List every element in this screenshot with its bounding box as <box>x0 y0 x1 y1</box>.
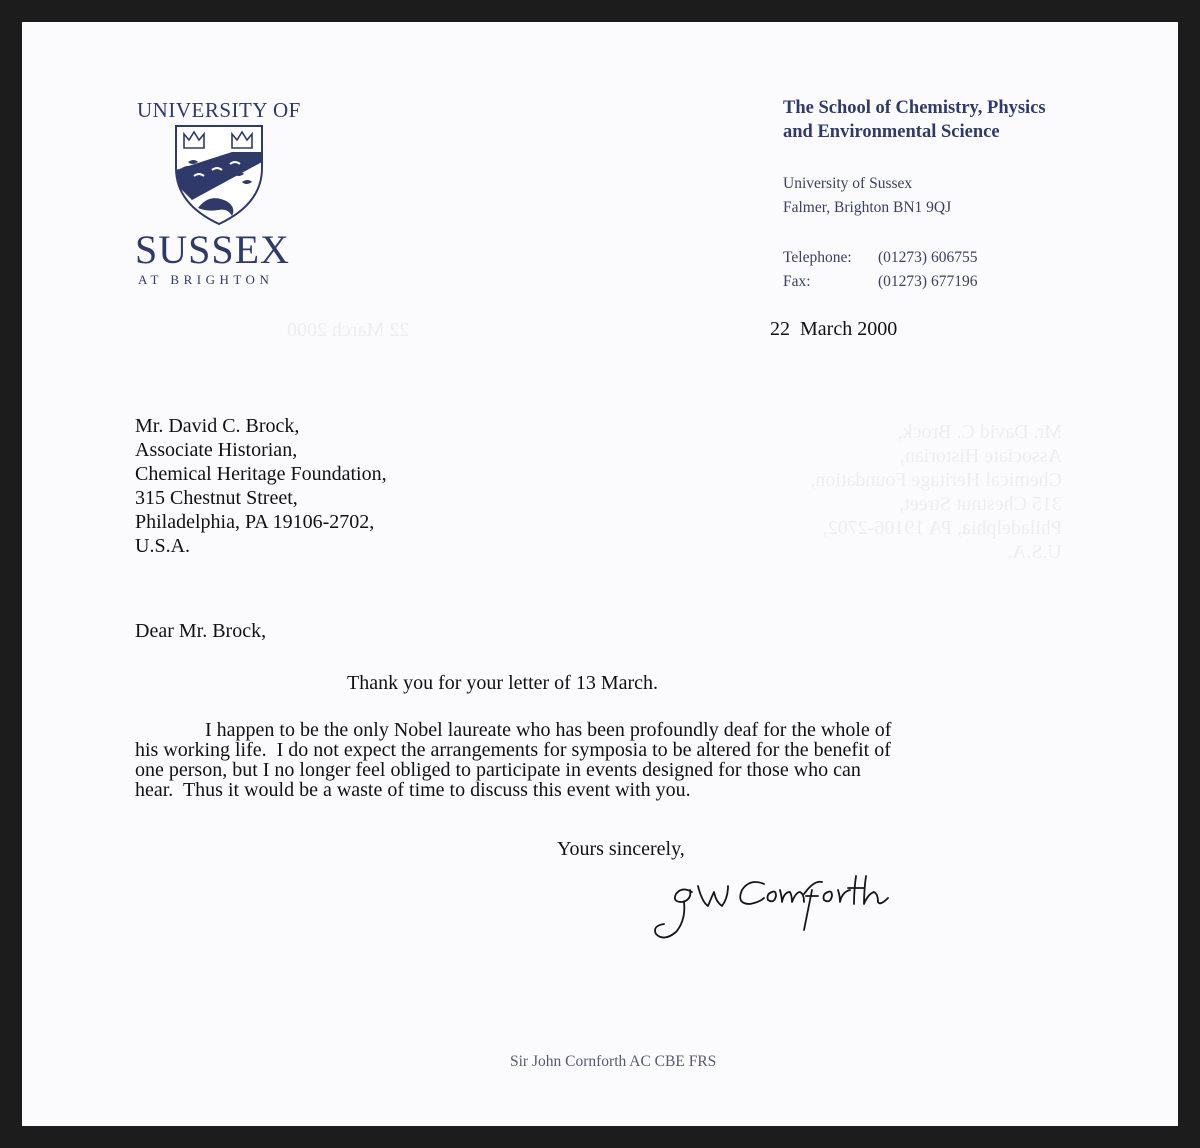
show-through-line: Chemical Heritage Foundation, <box>810 469 1062 491</box>
body-paragraph <box>135 720 1035 800</box>
university-crest-icon <box>172 122 266 231</box>
recipient-line: U.S.A. <box>135 535 191 557</box>
body-line: I happen to be the only Nobel laureate who has been profoundly deaf for the whole of <box>205 719 892 741</box>
letter-date: 22 March 2000 <box>770 318 898 340</box>
logo-at-brighton: AT BRIGHTON <box>138 272 274 287</box>
recipient-line: Philadelphia, PA 19106-2702, <box>135 511 375 533</box>
telephone-row <box>783 246 977 270</box>
school-name-line: The School of Chemistry, Physics <box>783 98 1046 118</box>
school-address <box>783 172 951 220</box>
logo-sussex: SUSSEX <box>135 227 290 272</box>
recipient-address <box>135 414 387 558</box>
body-line: his working life. I do not expect the arrangements for symposia to be altered for the benefit of <box>135 739 891 761</box>
recipient-line: Mr. David C. Brock, <box>135 415 300 437</box>
show-through-line: Associate Historian, <box>899 445 1062 467</box>
school-name-line: and Environmental Science <box>783 122 1000 142</box>
show-through-line: 315 Chestnut Street, <box>899 493 1062 515</box>
fax-label: Fax: <box>783 273 811 290</box>
body-line: hear. Thus it would be a waste of time to discuss this event with you. <box>135 779 691 801</box>
telephone-label: Telephone: <box>783 249 852 266</box>
thanks-line: Thank you for your letter of 13 March. <box>347 672 659 694</box>
signature <box>652 872 912 957</box>
fax-row <box>783 270 977 294</box>
address-line: University of Sussex <box>783 175 913 192</box>
closing: Yours sincerely, <box>557 838 685 860</box>
show-through-line: Mr. David C. Brock, <box>897 421 1062 443</box>
body-line: one person, but I no longer feel obliged to participate in events designed for those who can <box>135 759 861 781</box>
logo-university-of: UNIVERSITY OF <box>137 98 301 122</box>
recipient-line: Associate Historian, <box>135 439 298 461</box>
fax-value: (01273) 677196 <box>878 273 978 290</box>
contact-details <box>783 246 977 294</box>
letter-page <box>22 22 1178 1126</box>
address-line: Falmer, Brighton BN1 9QJ <box>783 199 952 216</box>
recipient-line: Chemical Heritage Foundation, <box>135 463 387 485</box>
show-through-line: U.S.A. <box>1006 541 1062 563</box>
telephone-value: (01273) 606755 <box>878 249 978 266</box>
salutation: Dear Mr. Brock, <box>135 620 267 642</box>
show-through-date: 22 March 2000 <box>287 319 410 341</box>
school-name <box>783 96 1046 144</box>
show-through-line: Philadelphia, PA 19106-2702, <box>822 517 1062 539</box>
recipient-line: 315 Chestnut Street, <box>135 487 298 509</box>
show-through-recipient <box>810 420 1062 564</box>
footer-sender: Sir John Cornforth AC CBE FRS <box>510 1053 717 1070</box>
